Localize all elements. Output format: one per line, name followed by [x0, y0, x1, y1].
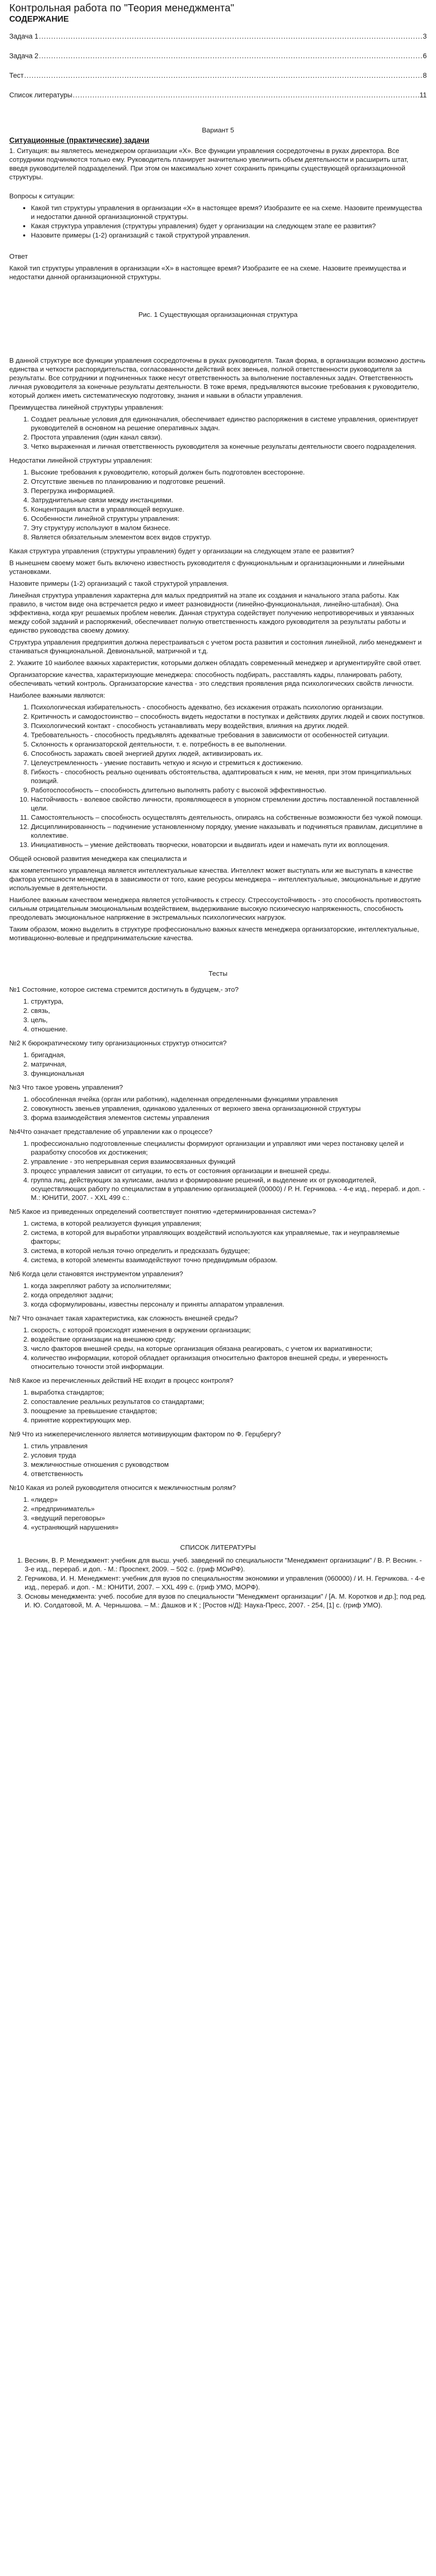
test-option: 3. поощрение за превышение стандартов;: [31, 1406, 427, 1415]
test-option: 2. «предприниматель»: [31, 1504, 427, 1513]
toc-entry[interactable]: [9, 91, 427, 110]
test-option: 1. структура,: [31, 997, 427, 1006]
test-option: 4. принятие корректирующих мер.: [31, 1416, 427, 1425]
test-option: 1. бригадная,: [31, 1050, 427, 1059]
test-option: 2. управление - это непрерывная серия взаимосвязанных функций: [31, 1157, 427, 1166]
test-option: 2. матричная,: [31, 1060, 427, 1069]
test-option: 1. выработка стандартов;: [31, 1388, 427, 1397]
test-question: №8 Какое из перечисленных действий НЕ входит в процесс контроля?: [9, 1377, 234, 1384]
test-options-list: [9, 1095, 427, 1122]
advantages-label: Преимущества линейной структуры управления:: [9, 403, 164, 411]
task2-paragraph: Наиболее важным качеством менеджера является устойчивость к стрессу. Стрессоустойчивость - это способность противостоять сильным отрицательным эмоциональным воздействием, выдерживание высокую психическую напряженность, способность преодолевать эмоциональное напряжение в экстремальных психологических нагрузок.: [9, 896, 422, 921]
test-option: 3. функциональная: [31, 1069, 427, 1078]
test-question: №1 Состояние, которое система стремится достигнуть в будущем,- это?: [9, 986, 239, 993]
list-item: 5. Концентрация власти в управляющей верхушке.: [31, 505, 427, 514]
task1-heading: Ситуационные (практические) задачи: [9, 137, 150, 145]
test-option: 2. совокупность звеньев управления, одинаково удаленных от верхнего звена организационной структуры: [31, 1104, 427, 1113]
test-option: 3. межличностные отношения с руководством: [31, 1460, 427, 1469]
figure-caption: Рис. 1 Существующая организационная структура: [138, 311, 298, 318]
test-option: 4. отношение.: [31, 1025, 427, 1033]
test-option: 1. скорость, с которой происходят изменения в окружении организации;: [31, 1326, 427, 1334]
test-option: 3. цель,: [31, 1015, 427, 1024]
list-item: 3. Перегрузка информацией.: [31, 486, 427, 495]
test-question: №5 Какое из приведенных определений соответствует понятию «детерминированная система»?: [9, 1208, 316, 1215]
list-item: 3. Психологический контакт - способность устанавливать меру воздействия, влияния на других людей.: [31, 721, 427, 730]
test-option: 4. группа лиц, действующих за кулисами, анализ и формирование решений, и выделение их от руководителей, осуществляющих работу по специалистам в управлению организацией (00000) / Р. Н. Герчикова. - 4-е изд., перераб. и доп. - М.: ЮНИТИ, 2007. - XXL 499 с.:: [31, 1176, 427, 1202]
answer-label: Ответ: [9, 252, 28, 260]
test-option: 2. воздействие организации на внешнюю среду;: [31, 1335, 427, 1344]
toc-entry-page: 6: [423, 52, 427, 60]
list-item: 7. Эту структуру используют в малом бизнесе.: [31, 523, 427, 532]
task1-paragraph: В нынешнем своему может быть включено известность руководителя с функциональным и организационными и линейными установками.: [9, 559, 405, 575]
reference-item: 3. Основы менеджмента: учеб. пособие для вузов по специальности "Менеджмент организации" / [А. М. Коротков и др.]; под ред. И. Ю. Солдатовой, М. А. Чернышова. – М.: Дашков и К ; [Ростов н/Д]: Наука-Пресс, 2007. - 254, [1] с. (гриф УМО).: [25, 1592, 427, 1609]
test-question: №2 К бюрократическому типу организационных структур относится?: [9, 1039, 227, 1047]
toc-entry-page: 8: [423, 72, 427, 79]
toc-entry-page: 11: [419, 91, 427, 99]
test-options-list: [9, 1326, 427, 1371]
tests-section: [9, 985, 427, 1532]
test-options-list: [9, 1219, 427, 1264]
traits-list: [9, 703, 427, 849]
list-item: 6. Особенности линейной структуры управления:: [31, 514, 427, 523]
list-item: 8. Является обязательным элементом всех видов структур.: [31, 533, 427, 541]
test-options-list: [9, 1281, 427, 1309]
variant-label: Вариант 5: [202, 126, 234, 134]
test-option: 1. система, в которой реализуется функция управления;: [31, 1219, 427, 1228]
disadvantages-label: Недостатки линейной структуры управления:: [9, 456, 152, 464]
list-item: 3. Четко выраженная и личная ответственность руководителя за конечные результаты деятельности своего подразделения.: [31, 442, 427, 451]
test-option: 2. условия труда: [31, 1451, 427, 1460]
task1-intro: 1. Ситуация: вы являетесь менеджером организации «Х». Все функции управления сосредоточены в руках директора. Все сотрудники подчиняются только ему. Руководитель планирует значительно увеличить объем деятельности и расширить штат, введя руководителей подразделений. При этом он максимально хочет сохранить принципы существующей организационной структуры.: [9, 147, 409, 181]
list-item: 2. Простота управления (один канал связи).: [31, 433, 427, 442]
table-of-contents: [9, 32, 427, 110]
toc-entry[interactable]: [9, 52, 427, 71]
test-question: №6 Когда цели становятся инструментом управления?: [9, 1270, 183, 1278]
task1-questions-label: Вопросы к ситуации:: [9, 192, 75, 200]
test-question: №10 Какая из ролей руководителя относится к межличностным ролям?: [9, 1484, 236, 1492]
task2-paragraph: Общей основой развития менеджера как специалиста и: [9, 855, 187, 862]
test-options-list: [9, 1495, 427, 1532]
document-title: Контрольная работа по "Теория менеджмента": [9, 3, 234, 14]
advantages-list: [9, 415, 427, 451]
tests-title: Тесты: [208, 970, 228, 977]
reference-item: 1. Веснин, В. Р. Менеджмент: учебник для высш. учеб. заведений по специальности "Менеджмент организации" / В. Р. Веснин. - 3-е изд., перераб. и доп. - М.: Проспект, 2009. – 502 с. (гриф МОиРФ).: [25, 1556, 427, 1573]
test-option: 1. когда закрепляют работу за исполнителями;: [31, 1281, 427, 1290]
task2-paragraph: Организаторские качества, характеризующие менеджера: способность подбирать, расставлять кадры, планировать работу, обеспечивать четкий контроль. Организаторские качества - это следствия проявления ряда психологических свойств личности.: [9, 671, 414, 687]
list-item: 4. Требовательность - способность предъявлять адекватные требования в зависимости от особенностей ситуации.: [31, 731, 427, 739]
test-option: 1. обособленная ячейка (орган или работник), наделенная определенными функциями управления: [31, 1095, 427, 1104]
toc-entry-label: Тест: [9, 72, 24, 79]
list-item: • Назовите примеры (1-2) организаций с такой структурой управления.: [31, 231, 427, 240]
task1-paragraph: В данной структуре все функции управления сосредоточены в руках руководителя. Такая форма, в организации возможно достичь единства и четкости распорядительства, согласованности действий всех звеньев, полной ответственности руководителя за результаты. Все сотрудники и подчиненных также несут ответственность за выполнение поставленных задач. Ответственность личная руководителя за конечные результаты деятельности. В тоже время, предъявляются высокие требования к руководителю, который должен иметь систематическую подготовку, знания и навыки в области управления.: [9, 357, 426, 399]
test-option: 3. система, в которой нельзя точно определить и предсказать будущее;: [31, 1246, 427, 1255]
test-option: 3. число факторов внешней среды, на которые организация обязана реагировать, с учетом их вариативности;: [31, 1344, 427, 1353]
test-option: 3. процесс управления зависит от ситуации, то есть от состояния организации и внешней среды.: [31, 1166, 427, 1175]
test-question: №4Что означает представление об управлении как о процессе?: [9, 1128, 213, 1136]
list-item: 8. Гибкость - способность реально оценивать обстоятельства, адаптироваться к ним, не меняя, при этом принципиальных позиций.: [31, 768, 427, 785]
question-restated: Какая структура управления (структуры управления) будет у организации на следующем этапе ее развития?: [9, 547, 354, 555]
list-item: 12. Дисциплинированность – подчинение установленному порядку, умение наказывать и подчиняться правилам, дисциплине в коллективе.: [31, 822, 427, 840]
test-option: 2. связь,: [31, 1006, 427, 1015]
references-title: СПИСОК ЛИТЕРАТУРЫ: [180, 1544, 256, 1551]
list-item: 10. Настойчивость - волевое свойство личности, проявляющееся в упорном стремлении достичь поставленной поставленной цели.: [31, 795, 427, 812]
list-item: 7. Целеустремленность - умение поставить четкую и ясную и стремиться к достижению.: [31, 758, 427, 767]
toc-entry[interactable]: [9, 71, 427, 91]
toc-entry-label: Список литературы: [9, 91, 73, 99]
references-list: [9, 1556, 427, 1609]
list-item: 9. Работоспособность – способность длительно выполнять работу с высокой эффективностью.: [31, 786, 427, 794]
task1-questions-list: [9, 204, 427, 240]
list-item: • Какая структура управления (структуры управления) будет у организации на следующем этапе ее развития?: [31, 222, 427, 230]
list-item: 1. Создает реальные условия для единоначалия, обеспечивает единство распоряжения в системе управления, ориентирует руководителей в основном на решение оперативных задач.: [31, 415, 427, 432]
toc-entry-page: 3: [423, 32, 427, 40]
reference-item: 2. Герчикова, И. Н. Менеджмент: учебник для вузов по специальностям экономики и управления (060000) / И. Н. Герчикова. - 4-е изд., перераб. и доп. - М.: ЮНИТИ, 2007. – XXL 499 с. (гриф УМО, МОРФ).: [25, 1574, 427, 1591]
test-option: 2. сопоставление реальных результатов со стандартами;: [31, 1397, 427, 1406]
test-option: 3. «ведущий переговоры»: [31, 1514, 427, 1522]
test-option: 2. система, в которой для выработки управляющих воздействий используются как управляемые, так и неуправляемые факторы;: [31, 1228, 427, 1246]
list-item: 2. Отсутствие звеньев по планированию и подготовке решений.: [31, 477, 427, 486]
test-option: 1. «лидер»: [31, 1495, 427, 1504]
test-option: 3. форма взаимодействия элементов системы управления: [31, 1113, 427, 1122]
test-option: 3. когда сформулированы, известны персоналу и приняты аппаратом управления.: [31, 1300, 427, 1309]
list-item: 1. Психологическая избирательность - способность адекватно, без искажения отражать психологию организации.: [31, 703, 427, 711]
task2-intro: 2. Укажите 10 наиболее важных характеристик, которыми должен обладать современный менеджер и аргументируйте свой ответ.: [9, 659, 422, 667]
test-option: 2. когда определяют задачи;: [31, 1291, 427, 1299]
test-question: №3 Что такое уровень управления?: [9, 1083, 123, 1091]
toc-entry[interactable]: [9, 32, 427, 52]
test-question: №7 Что означает такая характеристика, как сложность внешней среды?: [9, 1314, 238, 1322]
test-options-list: [9, 997, 427, 1033]
toc-entry-label: Задача 1: [9, 32, 39, 40]
task2-paragraph: как компетентного управленца является интеллектуальные качества. Интеллект может выступать или же выступать в качестве фактора успешности менеджера в зависимости от того, какие ресурсы менеджера – интеллектуальные, эмоциональные и другие используемые в деятельности.: [9, 867, 421, 892]
test-options-list: [9, 1050, 427, 1078]
list-item: 5. Склонность к организаторской деятельности, т. е. потребность в ее выполнении.: [31, 740, 427, 749]
list-item: 11. Самостоятельность – способность осуществлять деятельность, опираясь на собственные возможности без чужой помощи.: [31, 813, 427, 822]
toc-entry-label: Задача 2: [9, 52, 39, 60]
list-item: 2. Критичность и самодостоинство – способность видеть недостатки в поступках и действиях других людей и своих поступков.: [31, 712, 427, 721]
test-option: 4. ответственность: [31, 1469, 427, 1478]
test-question: №9 Что из нижеперечисленного является мотивирующим фактором по Ф. Герцбергу?: [9, 1430, 281, 1438]
contents-heading: СОДЕРЖАНИЕ: [9, 15, 69, 24]
task1-paragraph: Структура управления предприятия должна перестраиваться с учетом роста развития и состояния линейной, либо менеджмент и станиваться функциональной. Девиональной, матричной и т.д.: [9, 638, 422, 655]
list-item: 4. Затруднительные связи между инстанциями.: [31, 496, 427, 504]
list-item: 6. Способность заражать своей энергией других людей, активизировать их.: [31, 749, 427, 758]
test-options-list: [9, 1442, 427, 1478]
question-restated: Назовите примеры (1-2) организаций с такой структурой управления.: [9, 580, 229, 587]
test-option: 1. профессионально подготовленные специалисты формируют организации и управляют ими через постановку целей и разработку способов их достижения;: [31, 1139, 427, 1157]
test-option: 4. «устраняющий нарушения»: [31, 1523, 427, 1532]
traits-label: Наиболее важными являются:: [9, 691, 106, 699]
list-item: 13. Инициативность – умение действовать творчески, новаторски и выдвигать идеи и намечать пути их воплощения.: [31, 840, 427, 849]
test-options-list: [9, 1139, 427, 1202]
test-option: 4. система, в которой элементы взаимодействуют точно предвидимым образом.: [31, 1256, 427, 1264]
test-option: 1. стиль управления: [31, 1442, 427, 1450]
task2-paragraph: Таким образом, можно выделить в структуре профессионально важных качеств менеджера организаторские, интеллектуальные, мотивационно-волевые и предпринимательские качества.: [9, 925, 420, 942]
test-option: 4. количество информации, которой обладает организация относительно факторов внешней среды, и уверенность относительно точности этой информации.: [31, 1353, 427, 1371]
test-options-list: [9, 1388, 427, 1425]
answer-question-restated: Какой тип структуры управления в организации «Х» в настоящее время? Изобразите ее на схеме. Назовите преимущества и недостатки данной организационной структуры.: [9, 264, 406, 281]
task1-paragraph: Линейная структура управления характерна для малых предприятий на этапе их создания и начального этапа работы. Как правило, в чистом виде она встречается редко и имеет разновидности (линейно-функциональная, линейно-штабная). Она эффективна, когда круг решаемых проблем невелик. Данная структура содействует получению непротиворечивых и увязанных между собой заданий и распоряжений, обеспечивает полную ответственность каждого руководителя за результаты работы и единство руководства своему домиху.: [9, 591, 414, 634]
disadvantages-list: [9, 468, 427, 541]
list-item: • Какой тип структуры управления в организации «Х» в настоящее время? Изобразите ее на схеме. Назовите преимущества и недостатки данной организационной структуры.: [31, 204, 427, 221]
list-item: 1. Высокие требования к руководителю, который должен быть подготовлен всесторонне.: [31, 468, 427, 477]
